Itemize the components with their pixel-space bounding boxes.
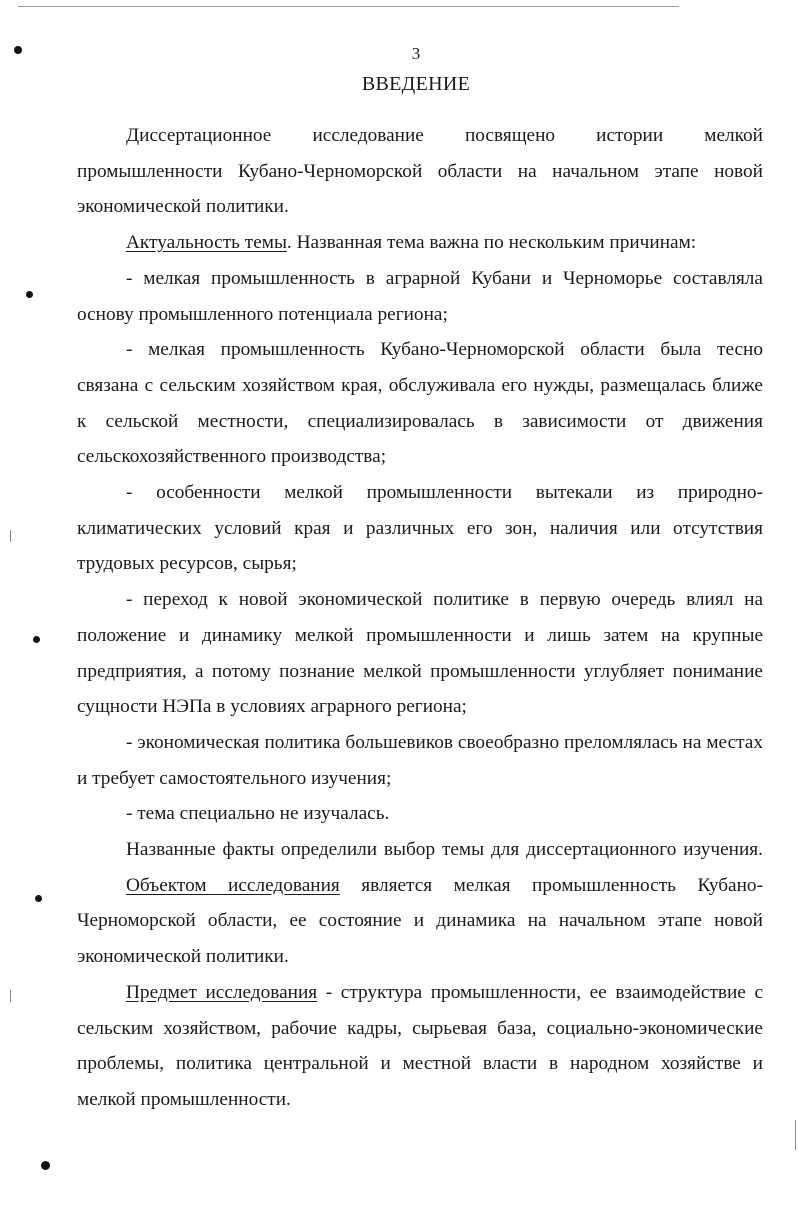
list-item-1: - мелкая промышленность в аграрной Кубани и Черноморье составляла основу промышленного потенциала региона;	[77, 267, 763, 325]
paragraph-subject	[77, 975, 763, 1118]
binder-hole-mark	[26, 291, 33, 298]
binder-hole-mark	[33, 636, 40, 643]
section-heading: ВВЕДЕНИЕ	[361, 73, 471, 95]
scan-speck	[10, 530, 11, 542]
document-body	[77, 118, 763, 1118]
binder-hole-mark	[41, 1161, 50, 1170]
list-item-6: - тема специально не изучалась.	[126, 803, 390, 825]
list-item-3: - особенности мелкой промышленности вытекали из природно-климатических условий края и различных его зон, наличия или отсутствия трудовых ресурсов, сырья;	[77, 482, 763, 575]
object-text: является мелкая промышленность Кубано-Черноморской области, ее состояние и динамика на начальном этапе новой экономической политики.	[77, 874, 763, 968]
paragraph-conclusion: Названные факты определили выбор темы для диссертационного изучения.	[126, 839, 763, 861]
subject-term: Предмет исследования	[126, 981, 318, 1003]
scan-top-rule	[18, 6, 679, 7]
list-item-5: - экономическая политика большевиков своеобразно преломлялась на местах и требует самостоятельного изучения;	[77, 731, 763, 789]
page-number: 3	[411, 44, 421, 63]
object-term: Объектом исследования	[126, 874, 340, 896]
paragraph-object	[77, 868, 763, 975]
relevance-text: . Названная тема важна по нескольким причинам:	[286, 232, 697, 254]
relevance-term: Актуальность темы	[126, 232, 287, 254]
scan-speck	[795, 1120, 796, 1150]
scan-speck	[10, 990, 11, 1002]
list-item-2: - мелкая промышленность Кубано-Черноморской области была тесно связана с сельским хозяйством края, обслуживала его нужды, размещалась ближе к сельской местности, специализировалась в зависимости от движения сельскохозяйственного производства;	[77, 339, 763, 468]
paragraph-intro: Диссертационное исследование посвящено истории мелкой промышленности Кубано-Черноморской области на начальном этапе новой экономической политики.	[77, 125, 763, 218]
binder-hole-mark	[35, 895, 42, 902]
binder-hole-mark	[14, 46, 22, 54]
paragraph-relevance	[77, 225, 763, 261]
subject-text: - структура промышленности, ее взаимодействие с сельским хозяйством, рабочие кадры, сырьевая база, социально-экономические проблемы, политика центральной и местной власти в народном хозяйстве и мелкой промышленности.	[77, 981, 763, 1110]
list-item-4: - переход к новой экономической политике в первую очередь влиял на положение и динамику мелкой промышленности и лишь затем на крупные предприятия, а потому познание мелкой промышленности углубляет понимание сущности НЭПа в условиях аграрного региона;	[77, 589, 763, 718]
